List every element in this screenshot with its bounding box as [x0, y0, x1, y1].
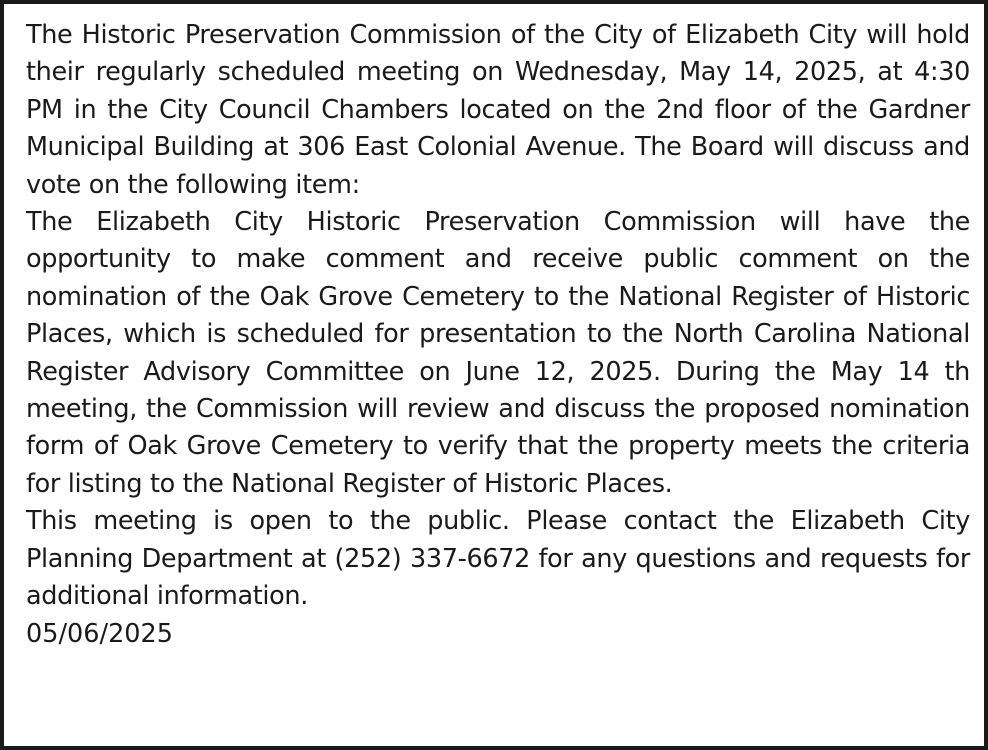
notice-body	[26, 17, 970, 653]
notice-date: 05/06/2025	[26, 618, 173, 649]
nomination-paragraph: The Elizabeth City Historic Preservation Commission will have the opportunity to make comment and receive public comment on the nomination of the Oak Grove Cemetery to the National Register of Historic Places, which is scheduled for presentation to the North Carolina National Register Advisory Committee on June 12, 2025. During the May 14 th meeting, the Commission will review and discuss the proposed nomination form of Oak Grove Cemetery to verify that the property meets the criteria for listing to the National Register of Historic Places.	[26, 207, 970, 499]
meeting-announcement-paragraph: The Historic Preservation Commission of the City of Elizabeth City will hold their regularly scheduled meeting on Wednesday, May 14, 2025, at 4:30 PM in the City Council Chambers located on the 2nd floor of the Gardner Municipal Building at 306 East Colonial Avenue. The Board will discuss and vote on the following item:	[26, 20, 970, 200]
public-contact-paragraph: This meeting is open to the public. Please contact the Elizabeth City Planning Department at (252) 337-6672 for any questions and requests for additional information.	[26, 506, 970, 612]
